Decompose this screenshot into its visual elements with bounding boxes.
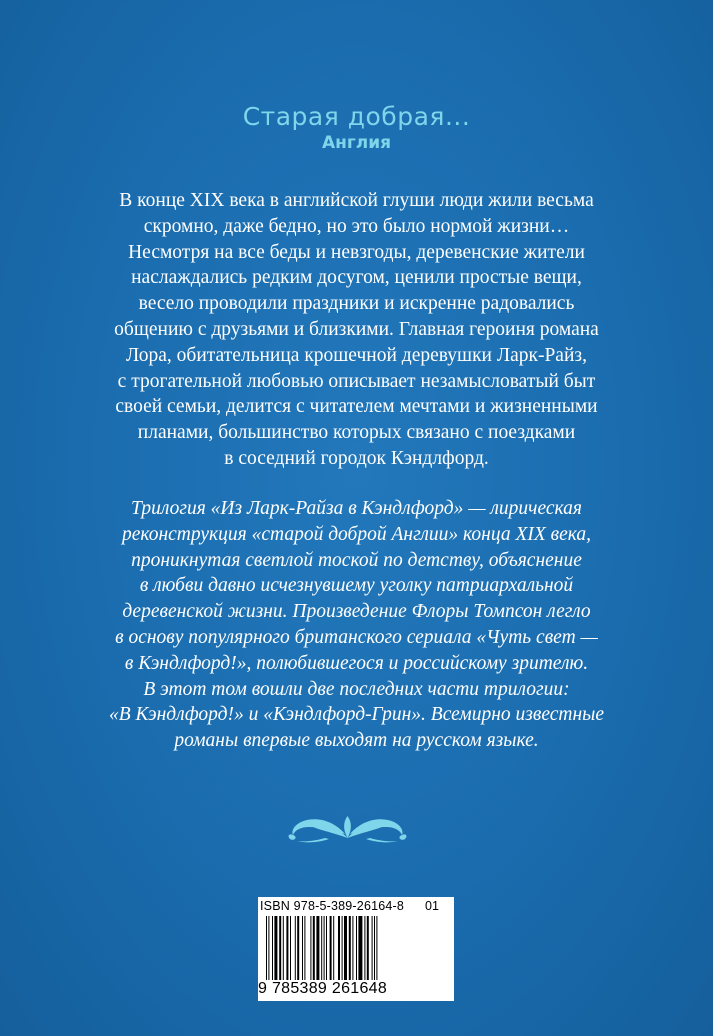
floral-ornament-icon (285, 808, 410, 844)
text-line: в любви давно исчезнувшему уголку патриархальной (139, 575, 574, 597)
text-line: весело проводили праздники и искренне радовались (138, 293, 575, 315)
text-line: скромно, даже бедно, но это было нормой жизни… (143, 215, 570, 237)
text-line: В этот том вошли две последних части трилогии: (143, 678, 570, 700)
text-line: своей семьи, делится с читателем мечтами и жизненными (115, 396, 598, 418)
description-paragraph-1 (50, 188, 663, 472)
text-line: Лора, обитательница крошечной деревушки Ларк-Райз, (126, 344, 587, 366)
text-line: В конце XIX века в английской глуши люди жили весьма (119, 190, 594, 211)
text-line: «В Кэндлфорд!» и «Кэндлфорд-Грин». Всемирно известные (108, 704, 605, 726)
series-subtitle: Англия (321, 133, 392, 153)
text-line: общению с друзьями и близкими. Главная героиня романа (114, 318, 599, 340)
barcode-addon: 01 (425, 899, 439, 913)
text-line: проникнутая светлой тоской по детству, объяснение (131, 549, 582, 571)
series-title: Старая добрая... (242, 102, 471, 131)
text-line: планами, большинство которых связано с поездками (137, 422, 576, 444)
barcode-bars (266, 916, 416, 980)
text-line: романы впервые выходят на русском языке. (174, 730, 539, 752)
text-line: реконструкция «старой доброй Англии» конца XIX века, (121, 523, 592, 545)
description-paragraph-2 (50, 496, 663, 754)
text-line: с трогательной любовью описывает незамысловатый быт (117, 370, 596, 392)
isbn-number: ISBN 978-5-389-26164-8 (260, 899, 405, 913)
text-line: Трилогия «Из Ларк-Райза в Кэндлфорд» — лирическая (131, 498, 582, 519)
text-line: в Кэндлфорд!», полюбившегося и российскому зрителю. (124, 652, 589, 674)
text-line: в основу популярного британского сериала «Чуть свет — (115, 626, 598, 648)
text-line: в соседний городок Кэндлфорд. (224, 447, 489, 469)
text-line: деревенской жизни. Произведение Флоры Томпсон легло (122, 601, 591, 623)
isbn-barcode (258, 897, 454, 1001)
text-line: Несмотря на все беды и невзгоды, деревенские жители (128, 241, 585, 263)
barcode-digits: 9 785389 261648 (258, 980, 388, 997)
text-line: наслаждались редким досугом, ценили простые вещи, (131, 267, 582, 289)
